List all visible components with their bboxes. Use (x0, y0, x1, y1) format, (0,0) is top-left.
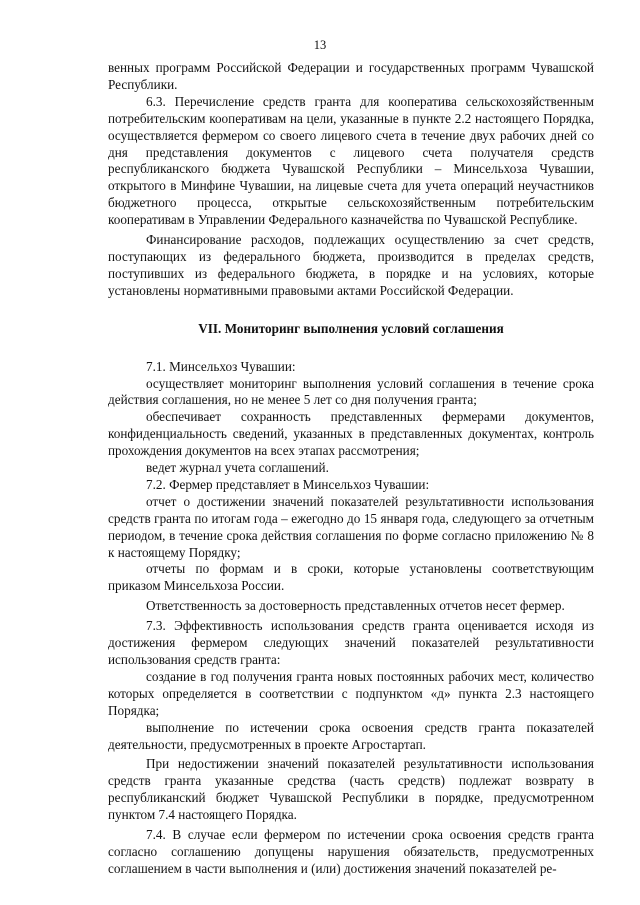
paragraph-financing: Финансирование расходов, подлежащих осуществлению за счет средств, поступающих из федерального бюджета, производится в пределах средств, поступивших из федерального бюджета, в порядке и на условиях, которые установлены нормативными правовыми актами Российской Федерации. (108, 232, 594, 298)
paragraph-continuation: венных программ Российской Федерации и государственных программ Чувашской Республики. (108, 60, 594, 92)
paragraph-7-4: 7.4. В случае если фермером по истечении срока освоения средств гранта согласно соглашению допущены нарушения обязательств, предусмотренных соглашением в части выполнения и (или) достижения значений показателей ре- (108, 827, 594, 876)
paragraph-monitoring: осуществляет мониторинг выполнения условий соглашения в течение срока действия соглашения, но не менее 5 лет со дня получения гранта; (108, 375, 594, 408)
paragraph-responsibility: Ответственность за достоверность представленных отчетов несет фермер. (146, 598, 565, 614)
page-number: 13 (313, 38, 327, 52)
paragraph-report: отчет о достижении значений показателей результативности использования средств гранта по итогам года – ежегодно до 15 января года, следующего за отчетным периодом, в течение срока действия соглашения по форме согласно приложению № 8 к настоящему Порядку; (108, 493, 594, 560)
paragraph-refund: При недостижении значений показателей результативности использования средств гранта указанные средства (часть средств) подлежат возврату в республиканский бюджет Чувашской Республики в порядке, предусмотренном пунктом 7.4 настоящего Порядка. (108, 756, 594, 823)
section-heading: VII. Мониторинг выполнения условий соглашения (198, 320, 504, 336)
paragraph-performance: выполнение по истечении срока освоения средств гранта показателей деятельности, предусмотренных в проекте Агростартап. (108, 719, 594, 752)
document-body (108, 60, 594, 878)
paragraph-7-3: 7.3. Эффективность использования средств гранта оценивается исходя из достижения фермером следующих значений показателей результативности использования средств гранта: (108, 618, 594, 667)
paragraph-reports-forms: отчеты по формам и в сроки, которые установлены соответствующим приказом Минсельхоза России. (108, 561, 594, 594)
paragraph-journal: ведет журнал учета соглашений. (146, 460, 329, 476)
paragraph-safekeeping: обеспечивает сохранность представленных фермерами документов, конфиденциальность сведений, указанных в представленных документах, контроль прохождения документов на всех этапах рассмотрения; (108, 409, 594, 459)
paragraph-7-2: 7.2. Фермер представляет в Минсельхоз Чувашии: (146, 476, 430, 492)
paragraph-7-1: 7.1. Минсельхоз Чувашии: (146, 358, 296, 374)
paragraph-jobs: создание в год получения гранта новых постоянных рабочих мест, количество которых определяется в соответствии с подпунктом «д» пункта 2.3 настоящего Порядка; (108, 668, 594, 718)
paragraph-6-3: 6.3. Перечисление средств гранта для кооператива сельскохозяйственным потребительским кооперативам на цели, указанные в пункте 2.2 настоящего Порядка, осуществляется фермером со своего лицевого счета в течение двух рабочих дней со дня представления документов с лицевого счета получателя средств республиканского бюджета Чувашской Республики – Минсельхоза Чувашии, открытого в Минфине Чувашии, на лицевые счета для учета операций неучастников бюджетного процесса, открытые сельскохозяйственным потребительским кооперативам в Управлении Федерального казначейства по Чувашской Республике. (108, 93, 594, 228)
